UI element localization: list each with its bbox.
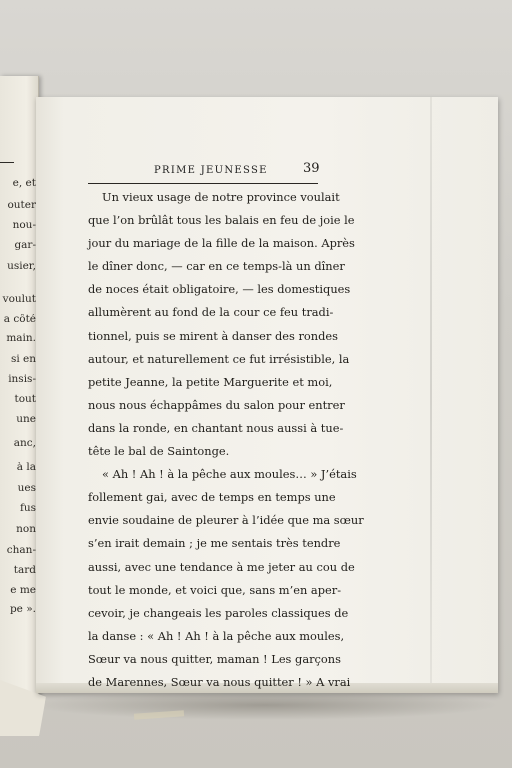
page-fold	[430, 97, 432, 693]
previous-page-fragment: usier,	[7, 261, 36, 272]
text-line: jour du mariage de la fille de la maison. Après	[88, 236, 355, 251]
previous-page-fragment: si en	[10, 354, 36, 365]
text-line: dans la ronde, en chantant nous aussi à tue-	[88, 420, 344, 435]
previous-page-fragment: non	[16, 524, 36, 535]
previous-page	[0, 76, 39, 698]
text-line: que l’on brûlât tous les balais en feu de joie le	[88, 213, 355, 228]
text-line: petite Jeanne, la petite Marguerite et moi,	[88, 374, 333, 389]
previous-page-fragment: gar-	[14, 240, 36, 251]
previous-page-rule	[0, 162, 14, 163]
text-line: la danse : « Ah ! Ah ! à la pêche aux moules,	[88, 628, 345, 643]
text-line: Un vieux usage de notre province voulait	[102, 190, 340, 204]
text-line: Sœur va nous quitter, maman ! Les garçons	[88, 651, 341, 666]
previous-page-fragment: à la	[16, 462, 36, 473]
previous-page-fragment: nou-	[12, 220, 36, 231]
text-line: tionnel, puis se mirent à danser des rondes	[88, 328, 338, 343]
previous-page-fragment: chan-	[6, 545, 36, 556]
previous-page-fragment: a côté	[3, 314, 36, 325]
header-rule	[88, 183, 318, 184]
text-line: allumèrent au fond de la cour ce feu tradi-	[88, 305, 334, 320]
previous-page-fragment: fus	[19, 503, 36, 514]
text-line: envie soudaine de pleurer à l’idée que ma sœur	[88, 513, 364, 528]
text-line: le dîner donc, — car en ce temps-là un dîner	[88, 259, 345, 274]
previous-page-fragment: tard	[13, 565, 36, 576]
previous-page-fragment: anc,	[13, 438, 36, 449]
page-number: 39	[303, 161, 320, 176]
text-line: nous nous échappâmes du salon pour entrer	[88, 397, 345, 412]
text-line: de Marennes, Sœur va nous quitter ! » A vrai	[88, 674, 351, 689]
text-line: de noces était obligatoire, — les domestiques	[88, 282, 351, 297]
previous-page-fragment: outer	[7, 200, 36, 211]
text-line: « Ah ! Ah ! à la pêche aux moules… » J’étais	[102, 467, 357, 482]
text-line: tout le monde, et voici que, sans m’en aper-	[88, 582, 342, 597]
text-line: follement gai, avec de temps en temps une	[88, 490, 336, 505]
previous-page-fragment: tout	[14, 394, 36, 405]
previous-page-fragment: ues	[17, 483, 36, 494]
shadow	[30, 690, 500, 720]
text-line: autour, et naturellement ce fut irrésistible, la	[88, 351, 350, 366]
text-line: tête le bal de Saintonge.	[88, 444, 230, 459]
previous-page-fragment: une	[16, 414, 36, 425]
text-line: s’en irait demain ; je me sentais très tendre	[88, 536, 341, 551]
previous-page-fragment: pe ».	[9, 604, 36, 615]
text-line: cevoir, je changeais les paroles classiques de	[88, 605, 349, 620]
running-head: PRIME JEUNESSE	[154, 165, 268, 176]
previous-page-fragment: e, et	[12, 178, 36, 189]
body-text	[88, 186, 364, 694]
previous-page-fragment: main.	[6, 333, 36, 344]
previous-page-fragment: insis-	[8, 374, 36, 385]
text-line: aussi, avec une tendance à me jeter au cou de	[88, 559, 355, 574]
previous-page-fragment: voulut	[2, 294, 36, 305]
previous-page-fragment: e me	[10, 585, 36, 596]
